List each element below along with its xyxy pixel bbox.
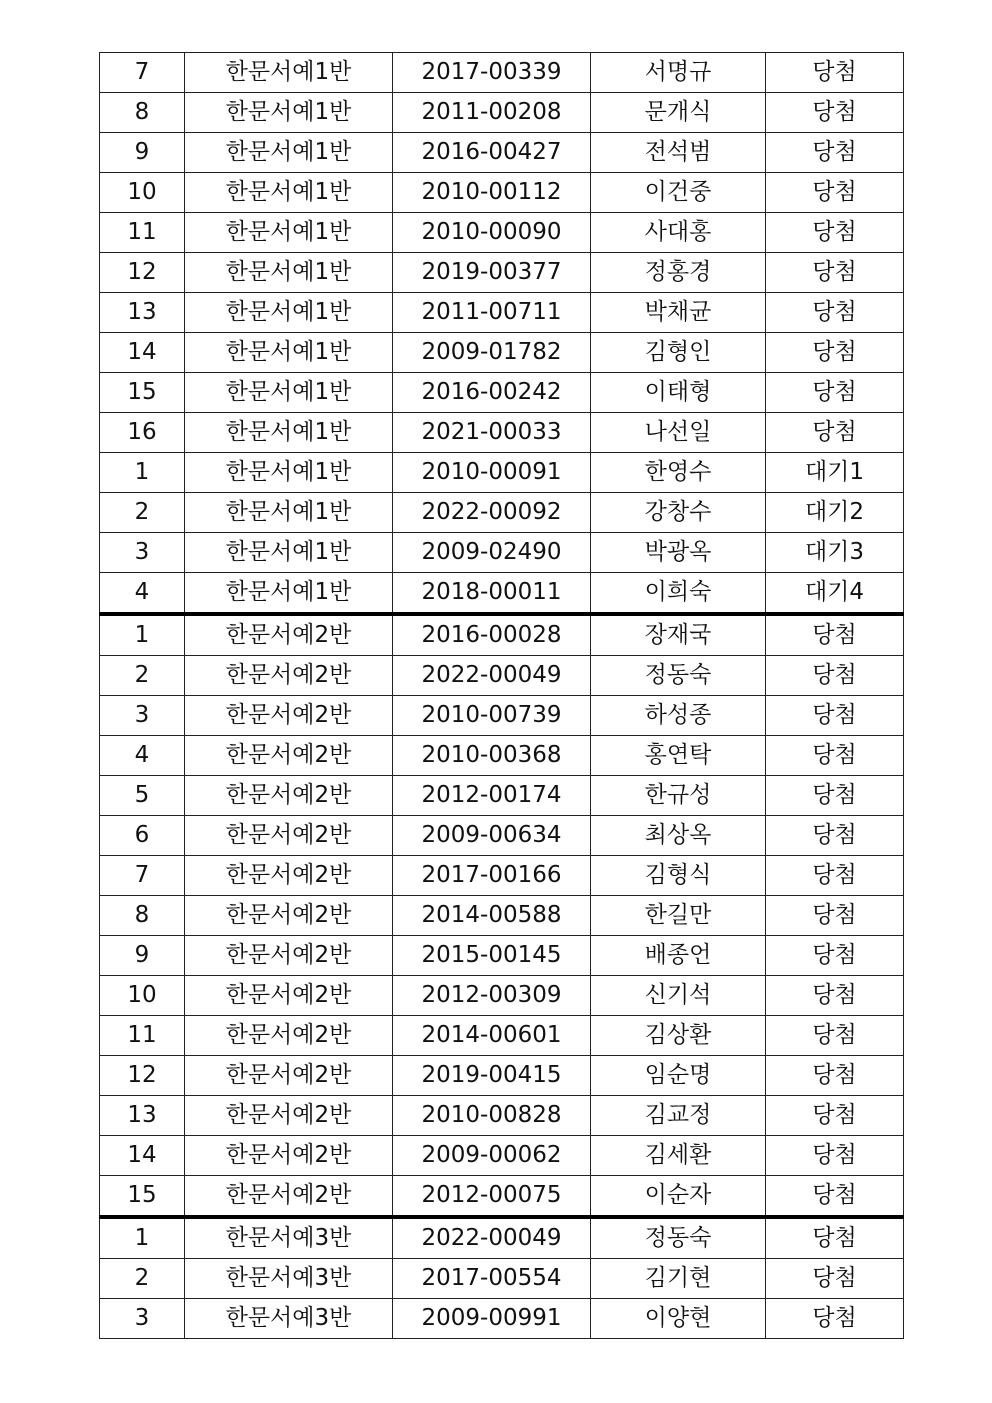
row-number-cell: 1 [100, 1217, 185, 1259]
table-row [100, 1016, 904, 1056]
table-row [100, 493, 904, 533]
table-row [100, 53, 904, 93]
result-status-cell: 당첨 [766, 1259, 904, 1299]
member-id-cell: 2018-00011 [393, 573, 591, 615]
member-id-cell: 2014-00588 [393, 896, 591, 936]
applicant-name-cell: 신기석 [591, 976, 766, 1016]
applicant-name-cell: 박채균 [591, 293, 766, 333]
result-status-cell: 대기3 [766, 533, 904, 573]
row-number-cell: 1 [100, 614, 185, 656]
applicant-name-cell: 이희숙 [591, 573, 766, 615]
row-number-cell: 11 [100, 213, 185, 253]
row-number-cell: 3 [100, 1299, 185, 1339]
result-status-cell: 당첨 [766, 614, 904, 656]
applicant-name-cell: 정동숙 [591, 656, 766, 696]
result-status-cell: 당첨 [766, 293, 904, 333]
table-row [100, 333, 904, 373]
course-name-cell: 한문서예3반 [185, 1299, 393, 1339]
member-id-cell: 2009-00991 [393, 1299, 591, 1339]
table-row [100, 936, 904, 976]
course-name-cell: 한문서예1반 [185, 173, 393, 213]
applicant-name-cell: 정동숙 [591, 1217, 766, 1259]
row-number-cell: 16 [100, 413, 185, 453]
row-number-cell: 9 [100, 133, 185, 173]
applicant-name-cell: 서명규 [591, 53, 766, 93]
applicant-name-cell: 정홍경 [591, 253, 766, 293]
table-row [100, 1217, 904, 1259]
course-name-cell: 한문서예1반 [185, 213, 393, 253]
member-id-cell: 2009-01782 [393, 333, 591, 373]
course-name-cell: 한문서예1반 [185, 373, 393, 413]
result-status-cell: 당첨 [766, 173, 904, 213]
member-id-cell: 2014-00601 [393, 1016, 591, 1056]
course-name-cell: 한문서예2반 [185, 896, 393, 936]
member-id-cell: 2010-00368 [393, 736, 591, 776]
applicant-name-cell: 이태형 [591, 373, 766, 413]
result-status-cell: 당첨 [766, 696, 904, 736]
table-row [100, 614, 904, 656]
result-status-cell: 당첨 [766, 93, 904, 133]
member-id-cell: 2012-00174 [393, 776, 591, 816]
member-id-cell: 2009-00062 [393, 1136, 591, 1176]
course-name-cell: 한문서예2반 [185, 1136, 393, 1176]
result-status-cell: 당첨 [766, 816, 904, 856]
course-name-cell: 한문서예2반 [185, 1056, 393, 1096]
member-id-cell: 2022-00049 [393, 1217, 591, 1259]
table-row [100, 1096, 904, 1136]
result-status-cell: 당첨 [766, 333, 904, 373]
row-number-cell: 4 [100, 573, 185, 615]
result-status-cell: 당첨 [766, 1056, 904, 1096]
member-id-cell: 2017-00166 [393, 856, 591, 896]
applicant-name-cell: 이순자 [591, 1176, 766, 1218]
table-row [100, 1056, 904, 1096]
result-status-cell: 당첨 [766, 1217, 904, 1259]
result-status-cell: 당첨 [766, 976, 904, 1016]
table-row [100, 93, 904, 133]
member-id-cell: 2016-00028 [393, 614, 591, 656]
course-name-cell: 한문서예2반 [185, 1016, 393, 1056]
result-status-cell: 당첨 [766, 53, 904, 93]
row-number-cell: 10 [100, 976, 185, 1016]
row-number-cell: 3 [100, 696, 185, 736]
applicant-name-cell: 한영수 [591, 453, 766, 493]
applicant-name-cell: 이건중 [591, 173, 766, 213]
result-status-cell: 당첨 [766, 253, 904, 293]
applicant-name-cell: 사대홍 [591, 213, 766, 253]
row-number-cell: 9 [100, 936, 185, 976]
row-number-cell: 8 [100, 896, 185, 936]
member-id-cell: 2009-00634 [393, 816, 591, 856]
applicant-name-cell: 김상환 [591, 1016, 766, 1056]
row-number-cell: 13 [100, 293, 185, 333]
row-number-cell: 3 [100, 533, 185, 573]
course-name-cell: 한문서예3반 [185, 1259, 393, 1299]
applicant-name-cell: 나선일 [591, 413, 766, 453]
row-number-cell: 4 [100, 736, 185, 776]
applicant-name-cell: 배종언 [591, 936, 766, 976]
table-row [100, 1299, 904, 1339]
member-id-cell: 2021-00033 [393, 413, 591, 453]
course-name-cell: 한문서예1반 [185, 573, 393, 615]
course-name-cell: 한문서예2반 [185, 776, 393, 816]
table-row [100, 173, 904, 213]
table-row [100, 736, 904, 776]
row-number-cell: 5 [100, 776, 185, 816]
course-name-cell: 한문서예1반 [185, 133, 393, 173]
row-number-cell: 14 [100, 333, 185, 373]
table-row [100, 1136, 904, 1176]
table-row [100, 453, 904, 493]
member-id-cell: 2010-00091 [393, 453, 591, 493]
course-name-cell: 한문서예1반 [185, 333, 393, 373]
applicant-name-cell: 임순명 [591, 1056, 766, 1096]
row-number-cell: 11 [100, 1016, 185, 1056]
member-id-cell: 2010-00090 [393, 213, 591, 253]
result-status-cell: 당첨 [766, 1176, 904, 1218]
table-row [100, 413, 904, 453]
result-status-cell: 대기4 [766, 573, 904, 615]
row-number-cell: 15 [100, 373, 185, 413]
course-name-cell: 한문서예1반 [185, 533, 393, 573]
member-id-cell: 2011-00208 [393, 93, 591, 133]
row-number-cell: 6 [100, 816, 185, 856]
applicant-name-cell: 한길만 [591, 896, 766, 936]
row-number-cell: 13 [100, 1096, 185, 1136]
result-status-cell: 당첨 [766, 856, 904, 896]
applicant-name-cell: 장재국 [591, 614, 766, 656]
row-number-cell: 2 [100, 656, 185, 696]
result-status-cell: 당첨 [766, 1016, 904, 1056]
table-row [100, 816, 904, 856]
member-id-cell: 2016-00242 [393, 373, 591, 413]
member-id-cell: 2017-00554 [393, 1259, 591, 1299]
result-status-cell: 당첨 [766, 1096, 904, 1136]
table-row [100, 1259, 904, 1299]
member-id-cell: 2022-00049 [393, 656, 591, 696]
table-body [100, 53, 904, 1339]
applicant-name-cell: 강창수 [591, 493, 766, 533]
row-number-cell: 7 [100, 53, 185, 93]
lottery-results-table [99, 52, 904, 1339]
applicant-name-cell: 최상옥 [591, 816, 766, 856]
table-row [100, 1176, 904, 1218]
member-id-cell: 2011-00711 [393, 293, 591, 333]
applicant-name-cell: 하성종 [591, 696, 766, 736]
member-id-cell: 2010-00828 [393, 1096, 591, 1136]
course-name-cell: 한문서예2반 [185, 816, 393, 856]
table-row [100, 253, 904, 293]
row-number-cell: 12 [100, 253, 185, 293]
table-row [100, 533, 904, 573]
result-status-cell: 당첨 [766, 1136, 904, 1176]
row-number-cell: 14 [100, 1136, 185, 1176]
member-id-cell: 2010-00739 [393, 696, 591, 736]
table-row [100, 213, 904, 253]
member-id-cell: 2019-00377 [393, 253, 591, 293]
result-status-cell: 당첨 [766, 736, 904, 776]
applicant-name-cell: 김형식 [591, 856, 766, 896]
member-id-cell: 2012-00309 [393, 976, 591, 1016]
table-row [100, 573, 904, 615]
course-name-cell: 한문서예2반 [185, 1176, 393, 1218]
member-id-cell: 2012-00075 [393, 1176, 591, 1218]
member-id-cell: 2009-02490 [393, 533, 591, 573]
result-status-cell: 당첨 [766, 776, 904, 816]
applicant-name-cell: 홍연탁 [591, 736, 766, 776]
course-name-cell: 한문서예2반 [185, 936, 393, 976]
result-status-cell: 당첨 [766, 413, 904, 453]
course-name-cell: 한문서예3반 [185, 1217, 393, 1259]
member-id-cell: 2010-00112 [393, 173, 591, 213]
course-name-cell: 한문서예1반 [185, 453, 393, 493]
result-status-cell: 당첨 [766, 1299, 904, 1339]
course-name-cell: 한문서예1반 [185, 253, 393, 293]
applicant-name-cell: 한규성 [591, 776, 766, 816]
course-name-cell: 한문서예2반 [185, 976, 393, 1016]
result-status-cell: 당첨 [766, 936, 904, 976]
row-number-cell: 2 [100, 493, 185, 533]
member-id-cell: 2019-00415 [393, 1056, 591, 1096]
course-name-cell: 한문서예2반 [185, 856, 393, 896]
applicant-name-cell: 김기현 [591, 1259, 766, 1299]
result-status-cell: 당첨 [766, 373, 904, 413]
applicant-name-cell: 김세환 [591, 1136, 766, 1176]
course-name-cell: 한문서예2반 [185, 696, 393, 736]
row-number-cell: 10 [100, 173, 185, 213]
row-number-cell: 7 [100, 856, 185, 896]
course-name-cell: 한문서예1반 [185, 293, 393, 333]
table-row [100, 133, 904, 173]
course-name-cell: 한문서예2반 [185, 614, 393, 656]
course-name-cell: 한문서예1반 [185, 413, 393, 453]
table-row [100, 373, 904, 413]
applicant-name-cell: 박광옥 [591, 533, 766, 573]
applicant-name-cell: 김형인 [591, 333, 766, 373]
applicant-name-cell: 이양현 [591, 1299, 766, 1339]
table-row [100, 856, 904, 896]
applicant-name-cell: 김교정 [591, 1096, 766, 1136]
course-name-cell: 한문서예1반 [185, 493, 393, 533]
applicant-name-cell: 문개식 [591, 93, 766, 133]
course-name-cell: 한문서예1반 [185, 53, 393, 93]
table-row [100, 696, 904, 736]
row-number-cell: 2 [100, 1259, 185, 1299]
result-status-cell: 당첨 [766, 213, 904, 253]
course-name-cell: 한문서예2반 [185, 656, 393, 696]
result-status-cell: 대기1 [766, 453, 904, 493]
result-status-cell: 당첨 [766, 656, 904, 696]
table-row [100, 976, 904, 1016]
row-number-cell: 1 [100, 453, 185, 493]
row-number-cell: 8 [100, 93, 185, 133]
member-id-cell: 2015-00145 [393, 936, 591, 976]
course-name-cell: 한문서예2반 [185, 1096, 393, 1136]
course-name-cell: 한문서예2반 [185, 736, 393, 776]
table-row [100, 293, 904, 333]
result-status-cell: 당첨 [766, 896, 904, 936]
member-id-cell: 2016-00427 [393, 133, 591, 173]
course-name-cell: 한문서예1반 [185, 93, 393, 133]
member-id-cell: 2022-00092 [393, 493, 591, 533]
row-number-cell: 12 [100, 1056, 185, 1096]
result-status-cell: 대기2 [766, 493, 904, 533]
result-status-cell: 당첨 [766, 133, 904, 173]
row-number-cell: 15 [100, 1176, 185, 1218]
member-id-cell: 2017-00339 [393, 53, 591, 93]
table-row [100, 896, 904, 936]
table-row [100, 656, 904, 696]
applicant-name-cell: 전석범 [591, 133, 766, 173]
table-row [100, 776, 904, 816]
